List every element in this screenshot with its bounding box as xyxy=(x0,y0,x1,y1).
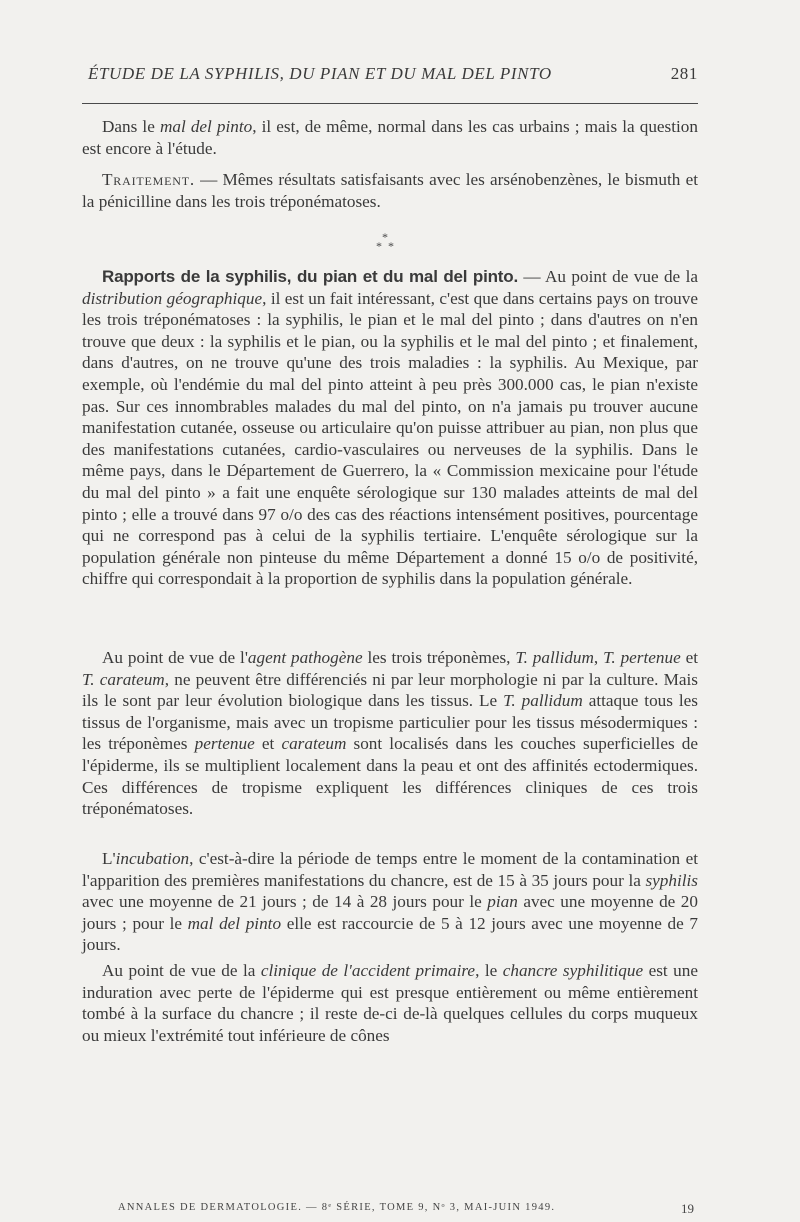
page-footer xyxy=(118,1201,694,1216)
header-rule xyxy=(82,103,698,104)
paragraph-traitement: Traitement. — Mêmes résultats satisfaisants avec les arsénobenzènes, le bismuth et la pénicilline dans les trois tréponématoses. xyxy=(82,170,698,211)
signature-mark: 19 xyxy=(681,1201,694,1216)
running-title: ÉTUDE DE LA SYPHILIS, DU PIAN ET DU MAL DEL PINTO xyxy=(88,64,552,83)
paragraph-clinique: Au point de vue de la clinique de l'accident primaire, le chancre syphilitique est une induration avec perte de l'épiderme qui est presque entièrement ou même entièrement tombé à la surface du chancre ; il reste de-ci de-là quelques cellules du corps muqueux ou mieux l'extrémité tout inférieure de cônes xyxy=(82,961,698,1045)
footer-journal-citation: ANNALES DE DERMATOLOGIE. — 8ᵉ SÉRIE, TOME 9, Nᵒ 3, MAI-JUIN 1949. xyxy=(118,1202,556,1213)
paragraph-agent-pathogene: Au point de vue de l'agent pathogène les trois tréponèmes, T. pallidum, T. pertenue et T. carateum, ne peuvent être différenciés ni par leur morphologie ni par la culture. Mais ils le sont par leur évolution biologique dans les tissus. Le T. pallidum attaque tous les tissus de l'organisme, mais avec un tropisme particulier pour les tissus mésodermiques : les tréponèmes pertenue et carateum sont localisés dans les couches superficielles de l'épiderme, ils se multiplient localement dans la peau et ont des affinités ectodermiques. Ces différences de tropisme expliquent les différences cliniques de ces trois tréponématoses. xyxy=(82,648,699,819)
page-number: 281 xyxy=(670,64,698,83)
section-heading-rapports: Rapports de la syphilis, du pian et du mal del pinto. xyxy=(102,267,518,286)
paragraph-incubation: L'incubation, c'est-à-dire la période de temps entre le moment de la contamination et l'apparition des premières manifestations du chancre, est de 15 à 35 jours pour la syphilis avec une moyenne de 21 jours ; de 14 à 28 jours pour le pian avec une moyenne de 20 jours ; pour le mal del pinto elle est raccourcie de 5 à 12 jours avec une moyenne de 7 jours. xyxy=(82,849,698,955)
asterism-separator: * * * xyxy=(376,230,394,253)
paragraph-rapports: Rapports de la syphilis, du pian et du mal del pinto. — Au point de vue de la distribution géographique, il est un fait intéressant, c'est que dans certains pays on trouve les trois tréponématoses : la syphilis, le pian et le mal del pinto ; dans d'autres on n'en trouve que deux : la syphilis et le pian, ou la syphilis et le mal del pinto ; et finalement, dans d'autres, on ne trouve qu'une des trois maladies : la syphilis. Au Mexique, par exemple, où l'endémie du mal del pinto atteint à peu près 300.000 cas, le pian n'existe pas. Sur ces innombrables malades du mal del pinto, on n'a jamais pu trouver aucune manifestation cutanée, osseuse ou articulaire qu'on puisse attribuer au pian, non plus que des manifestations cutanées, cardio-vasculaires ou nerveuses de la syphilis. Dans le même pays, dans le Département de Guerrero, la « Commission mexicaine pour l'étude du mal del pinto » a fait une enquête sérologique sur 130 malades atteints de mal del pinto ; elle a trouvé dans 97 o/o des cas des réactions intensément positives, pourcentage qui ne correspond pas à celui de la syphilis tertiaire. L'enquête sérologique sur la population générale non pinteuse du même Département a donné 15 o/o de positivité, chiffre qui correspondait à la proportion de syphilis dans la population générale. xyxy=(82,267,698,589)
paragraph-mal-del-pinto: Dans le mal del pinto, il est, de même, normal dans les cas urbains ; mais la question est encore à l'étude. xyxy=(82,117,698,158)
section-label-traitement: Traitement. xyxy=(102,170,195,189)
